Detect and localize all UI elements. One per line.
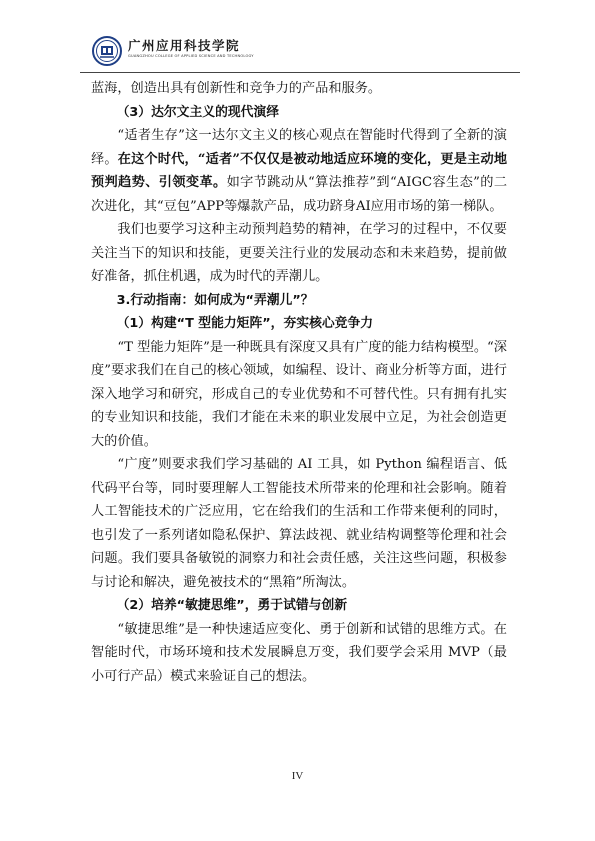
- paragraph-2-intro: “适者生存”这一达尔文主义的核心观点在智能时代得到了全新的演绎。: [91, 128, 507, 167]
- paragraph-2-emphasis: 在这个时代，“适者”不仅仅是被动地适应环境的变化，更是主动地预判趋势、引领变革。: [91, 151, 508, 190]
- heading-agile-thinking: （2）培养“敏捷思维”，勇于试错与创新: [116, 598, 348, 613]
- heading-action-guide: 3.行动指南：如何成为“弄潮儿”？: [116, 292, 314, 308]
- paragraph-1: 蓝海，创造出具有创新性和竞争力的产品和服务。: [91, 81, 382, 96]
- paragraph-6: “敏捷思维”是一种快速适应变化、勇于创新和试错的思维方式。在智能时代，市场环境和技术发展瞬息万变，我们要学会采用 MVP（最小可行产品）模式来验证自己的想法。: [91, 621, 507, 684]
- page-header: [80, 28, 520, 70]
- paragraph-2: [91, 124, 507, 218]
- college-seal-icon: [92, 36, 122, 66]
- paragraph-3: 我们也要学习这种主动预判趋势的精神，在学习的过程中，不仅要关注当下的知识和技能，更要关注行业的发展动态和未来趋势，提前做好准备，抓住机遇，成为时代的弄潮儿。: [91, 222, 507, 284]
- heading-t-shaped: （1）构建“T 型能力矩阵”，夯实核心竞争力: [116, 316, 374, 331]
- header-divider: [80, 72, 520, 73]
- paragraph-4: “T 型能力矩阵”是一种既具有深度又具有广度的能力结构模型。“深度”要求我们在自己的核心领域，如编程、设计、商业分析等方面，进行深入地学习和研究，形成自己的专业优势和不可替代性。只有拥有扎实的专业知识和技能，我们才能在未来的职业发展中立足，为社会创造更大的价值。: [91, 339, 507, 449]
- heading-darwinism: （3）达尔文主义的现代演绎: [116, 104, 280, 120]
- paragraph-5: “广度”则要求我们学习基础的 AI 工具，如 Python 编程语言、低代码平台等，同时要理解人工智能技术所带来的伦理和社会影响。随着人工智能技术的广泛应用，它在给我们的生活和工作带来便利的同时，也引发了一系列诸如隐私保护、算法歧视、就业结构调整等伦理和社会问题。我们要具备敏锐的洞察力和社会责任感，关注这些问题，积极参与讨论和解决，避免被技术的“黑箱”所淘汰。: [91, 457, 507, 590]
- page-number: IV: [291, 770, 304, 782]
- school-name-en: GUANGZHOU COLLEGE OF APPLIED SCIENCE AND TECHNOLOGY: [128, 54, 254, 58]
- paragraph-2-example: 如字节跳动从“算法推荐”到“AIGC容生态”的二次进化，其“豆包”APP等爆款产品，成功跻身AI应用市场的第一梯队。: [91, 175, 508, 214]
- document-body: [91, 77, 507, 688]
- school-name: 广州应用科技学院: [128, 38, 241, 53]
